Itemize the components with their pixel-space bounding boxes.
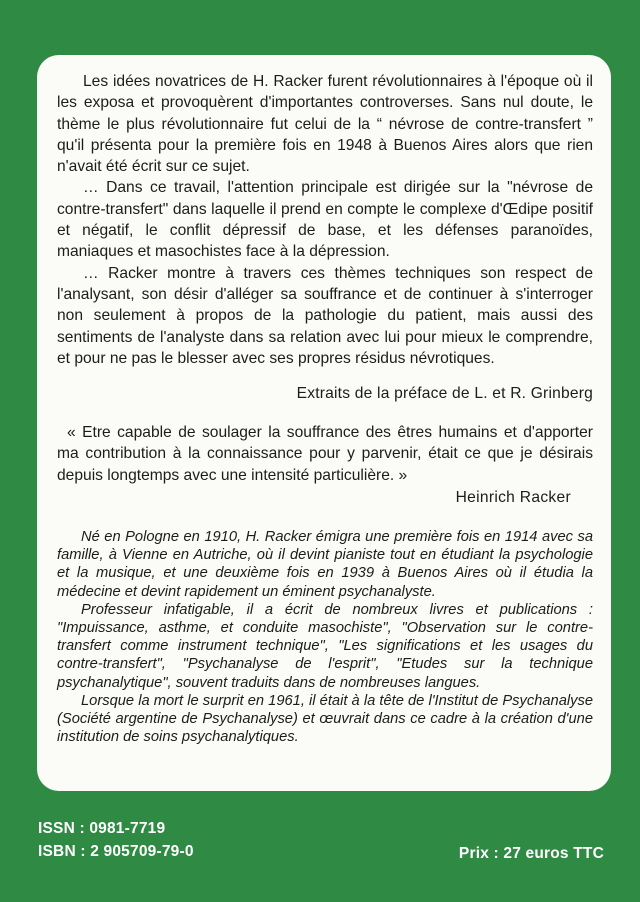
author-biography [57,528,593,746]
isbn-label: ISBN : 2 905709-79-0 [38,843,194,860]
preface-attribution: Extraits de la préface de L. et R. Grinberg [296,385,593,403]
author-quote: « Etre capable de soulager la souffrance des êtres humains et d'apporter ma contribution à la connaissance pour y parvenir, était ce que je désirais depuis longtemps avec une intensité particulière. » [57,424,593,484]
bio-paragraph-3: Lorsque la mort le surprit en 1961, il était à la tête de l'Institut de Psychanalyse (Société argentine de Psychanalyse) et œuvrait dans ce cadre à la création d'une institution de soins psychanalytiques. [57,692,593,746]
bio-paragraph-1: Né en Pologne en 1910, H. Racker émigra une première fois en 1914 avec sa famille, à Vienne en Autriche, où il devint pianiste tout en étudiant la psychologie et la musique, et une deuxième fois en 1939 à Buenos Aires où il étudia la médecine et devint rapidement un éminent psychanalyste. [57,529,593,600]
preface-paragraph-1: Les idées novatrices de H. Racker furent révolutionnaires à l'époque où il les exposa et provoquèrent d'importantes controverses. Sans nul doute, le thème le plus révolutionnaire fut celui de la “ névrose de contre-transfert ” qu'il présenta pour la première fois en 1948 à Buenos Aires alors que rien n'avait été écrit sur ce sujet. [57,73,593,176]
preface-paragraph-3: … Racker montre à travers ces thèmes techniques son respect de l'analysant, son désir d'alléger sa souffrance et de continuer à s'interroger non seulement à propos de la pathologie du patient, mais aussi des sentiments de l'analyste dans sa relation avec lui pour mieux le comprendre, et pour ne pas le blesser avec ses propres résidus névrotiques. [57,264,593,367]
issn-label: ISSN : 0981-7719 [38,820,166,837]
bio-paragraph-2: Professeur infatigable, il a écrit de nombreux livres et publications : "Impuissance, asthme, et conduite masochiste", "Observation sur le contre-transfert comme instrument technique", "Les significations et les usages du contre-transfert", "Psychanalyse de l'esprit", "Etudes sur la technique psychanalytique", souvent traduits dans de nombreuses langues. [57,601,593,691]
price-label: Prix : 27 euros TTC [458,845,604,862]
back-cover-text-panel [37,55,611,791]
preface-paragraph-2: … Dans ce travail, l'attention principale est dirigée sur la "névrose de contre-transfert" dans laquelle il prend en compte le complexe d'Œdipe positif et négatif, le conflit dépressif de base, et les défenses paranoïdes, maniaques et masochistes face à la dépression. [57,179,593,261]
quote-author: Heinrich Racker [455,489,571,507]
